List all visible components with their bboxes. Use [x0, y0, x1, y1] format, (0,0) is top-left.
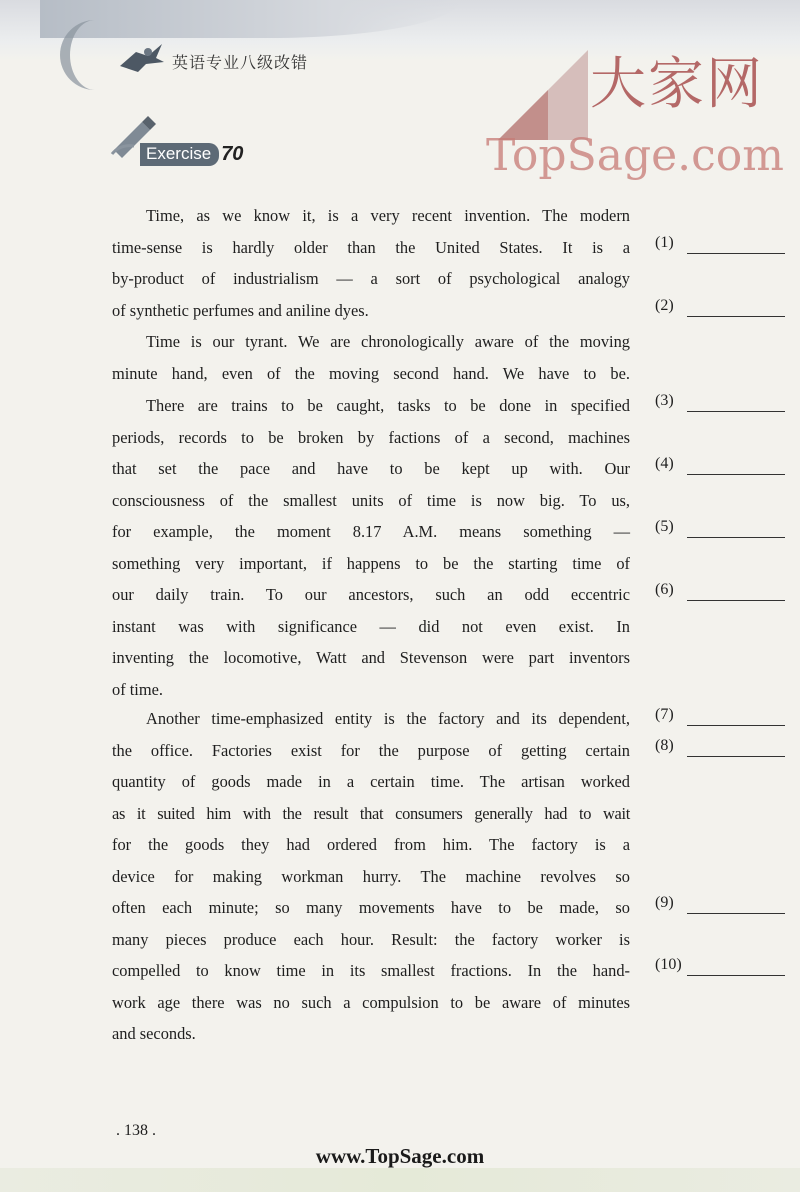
bottom-decorative-band — [0, 1168, 800, 1192]
page-number: . 138 . — [116, 1122, 156, 1139]
text-line: consciousness of the smallest units of time is now big. To us, — [112, 490, 630, 510]
blank-number: (7) — [655, 706, 674, 723]
text-line: Time is our tyrant. We are chronologically aware of the moving — [146, 332, 630, 351]
blank-number: (8) — [655, 737, 674, 754]
blank-line — [687, 411, 785, 412]
footer-url[interactable]: www.TopSage.com — [315, 1144, 485, 1168]
text-line: many pieces produce each hour. Result: the factory worker is — [112, 929, 630, 949]
blank-number: (10) — [655, 956, 682, 973]
text-line: for the goods they had ordered from him. The factory is a — [112, 835, 630, 854]
blank-number: (5) — [655, 518, 674, 535]
exercise-label: Exercise — [140, 143, 219, 166]
blank-line — [687, 725, 785, 726]
exercise-number: 70 — [221, 142, 244, 165]
text-line: of synthetic perfumes and aniline dyes. — [112, 300, 369, 320]
blank-line — [687, 474, 785, 475]
text-line: and seconds. — [112, 1024, 196, 1043]
text-line: as it suited him with the result that consumers generally had to wait — [112, 803, 630, 823]
text-line: time-sense is hardly older than the United States. It is a — [112, 237, 630, 257]
header-title: 英语专业八级改错 — [172, 53, 309, 72]
answer-blank-8[interactable] — [655, 737, 785, 761]
answer-blank-3[interactable] — [655, 392, 785, 416]
text-line: work age there was no such a compulsion to be aware of minutes — [112, 992, 630, 1012]
paragraph-4 — [112, 703, 630, 1050]
text-line: that set the pace and have to be kept up with. Our — [112, 459, 630, 478]
answer-blank-2[interactable] — [655, 297, 785, 321]
blank-line — [687, 253, 785, 254]
answer-blank-1[interactable] — [655, 234, 785, 258]
text-line: inventing the locomotive, Watt and Stevenson were part inventors — [112, 648, 630, 667]
text-line: compelled to know time in its smallest fractions. In the hand- — [112, 961, 630, 980]
blank-line — [687, 913, 785, 914]
blank-number: (3) — [655, 392, 674, 409]
blank-number: (1) — [655, 234, 674, 251]
text-line: Another time-emphasized entity is the factory and its dependent, — [146, 709, 630, 728]
text-line: the office. Factories exist for the purpose of getting certain — [112, 740, 630, 760]
blank-number: (6) — [655, 581, 674, 598]
watermark-url: TopSage.com — [486, 130, 785, 181]
text-line: There are trains to be caught, tasks to be done in specified — [146, 396, 630, 415]
paragraph-1 — [112, 200, 630, 326]
text-line: instant was with significance — did not even exist. In — [112, 616, 630, 636]
answer-blank-5[interactable] — [655, 518, 785, 542]
answer-blank-10[interactable] — [655, 956, 785, 980]
blank-number: (4) — [655, 455, 674, 472]
blank-line — [687, 975, 785, 976]
text-line: for example, the moment 8.17 A.M. means something — — [112, 522, 630, 541]
text-line: periods, records to be broken by factions of a second, machines — [112, 427, 630, 447]
exercise-heading — [140, 142, 243, 166]
text-line: device for making workman hurry. The machine revolves so — [112, 866, 630, 886]
answer-blank-9[interactable] — [655, 894, 785, 918]
paragraph-3 — [112, 390, 630, 705]
text-line: minute hand, even of the moving second hand. We have to be. — [112, 363, 630, 383]
text-line: our daily train. To our ancestors, such an odd eccentric — [112, 585, 630, 604]
blank-line — [687, 316, 785, 317]
blank-number: (9) — [655, 894, 674, 911]
blank-line — [687, 756, 785, 757]
text-line: of time. — [112, 679, 163, 699]
text-line: Time, as we know it, is a very recent invention. The modern — [146, 206, 630, 225]
mascot-icon — [118, 40, 166, 74]
blank-line — [687, 537, 785, 538]
paragraph-2 — [112, 326, 630, 389]
blank-number: (2) — [655, 297, 674, 314]
answer-blank-7[interactable] — [655, 706, 785, 730]
text-line: quantity of goods made in a certain time. The artisan worked — [112, 772, 630, 791]
text-line: often each minute; so many movements have to be made, so — [112, 898, 630, 917]
answer-blank-6[interactable] — [655, 581, 785, 605]
text-line: by-product of industrialism — a sort of psychological analogy — [112, 269, 630, 288]
watermark-chinese: 大家网 — [590, 52, 764, 117]
text-line: something very important, if happens to be the starting time of — [112, 553, 630, 573]
answer-blank-4[interactable] — [655, 455, 785, 479]
blank-line — [687, 600, 785, 601]
